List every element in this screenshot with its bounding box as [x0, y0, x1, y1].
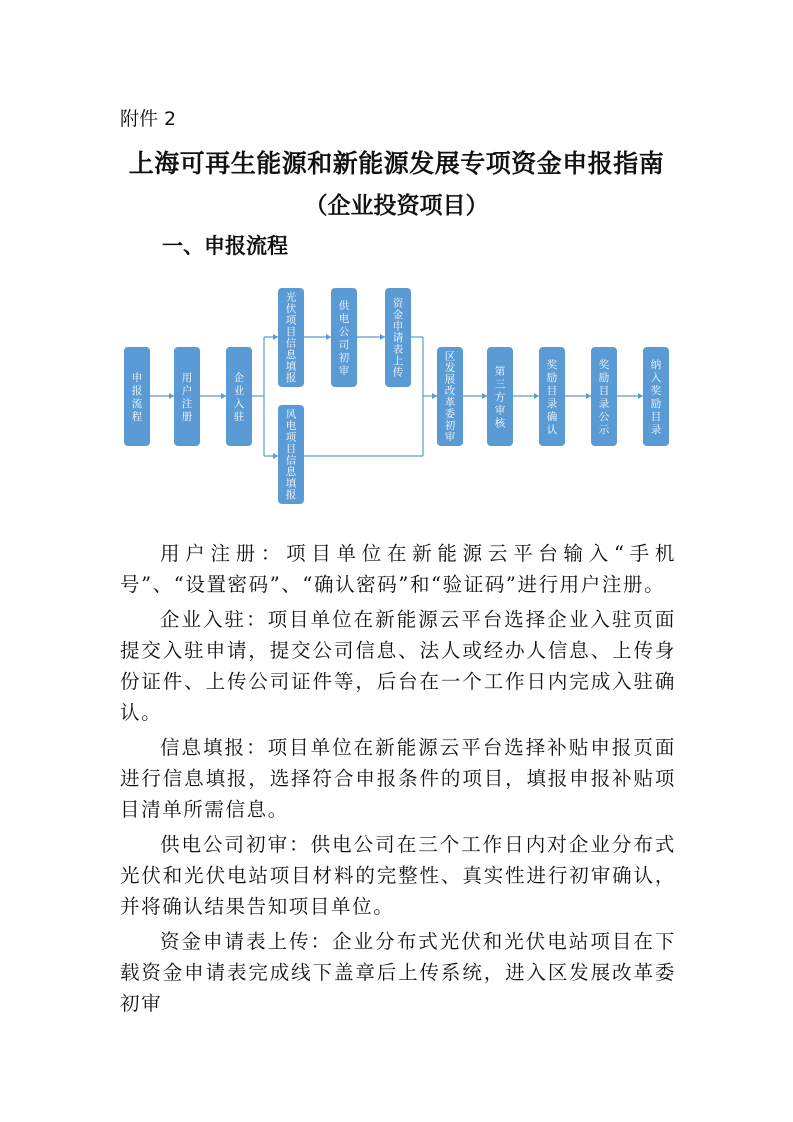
arrow-n11-n12: [638, 393, 643, 399]
arrow-n1-n2: [169, 393, 174, 399]
document-subtitle: （企业投资项目）: [304, 193, 489, 219]
arrow-n9-n10: [534, 393, 539, 399]
arrow-n4-n5: [326, 334, 331, 340]
flow-node-label-n12: 纳入奖励目录: [650, 358, 662, 436]
flow-node-label-n10: 奖励目录确认: [546, 358, 558, 436]
flow-node-label-n6: 资金申请表上传: [392, 297, 404, 379]
arrow-n5-n6: [380, 334, 385, 340]
arrow-n10-n11: [586, 393, 591, 399]
flow-node-label-n8: 区发展改革委初审: [444, 350, 456, 444]
paragraph-power-company-review: 供电公司初审：供电公司在三个工作日内对企业分布式光伏和光伏电站项目材料的完整性、真实性进行初审确认，并将确认结果告知项目单位。: [120, 833, 676, 918]
arrow-to-n7: [273, 453, 278, 459]
arrow-merge-n8: [432, 393, 437, 399]
flow-node-label-n7: 风电项目信息填报: [285, 408, 297, 502]
section-heading: 一、申报流程: [162, 234, 288, 258]
process-flowchart: [0, 0, 793, 520]
arrow-n2-n3: [221, 393, 226, 399]
flow-node-label-n4: 光伏项目信息填报: [285, 291, 297, 385]
flow-node-label-n3: 企业入驻: [233, 371, 245, 423]
paragraph-enterprise-entry: 企业入驻：项目单位在新能源云平台选择企业入驻页面提交入驻申请，提交公司信息、法人或经办人信息、上传身份证件、上传公司证件等，后台在一个工作日内完成入驻确认。: [120, 608, 676, 724]
body-text: [120, 538, 676, 1023]
paragraph-fund-application-upload: 资金申请表上传：企业分布式光伏和光伏电站项目在下载资金申请表完成线下盖章后上传系统，进入区发展改革委初审: [120, 930, 676, 1015]
paragraph-info-filling: 信息填报：项目单位在新能源云平台选择补贴申报页面进行信息填报，选择符合申报条件的项目，填报申报补贴项目清单所需信息。: [120, 736, 676, 821]
flow-node-label-n2: 用户注册: [181, 371, 193, 423]
arrow-n8-n9: [482, 393, 487, 399]
flow-node-label-n1: 申报流程: [131, 371, 143, 423]
flow-node-label-n5: 供电公司初审: [338, 299, 350, 377]
arrow-to-n4: [273, 334, 278, 340]
document-title: 上海可再生能源和新能源发展专项资金申报指南: [128, 149, 665, 178]
flow-node-label-n9: 第三方审核: [494, 365, 506, 430]
paragraph-user-registration: 用户注册：项目单位在新能源云平台输入“手机号”、“设置密码”、“确认密码”和“验证码”进行用户注册。: [120, 542, 676, 596]
flow-node-label-n11: 奖励目录公示: [598, 358, 610, 436]
attachment-label: 附件 2: [120, 108, 177, 130]
